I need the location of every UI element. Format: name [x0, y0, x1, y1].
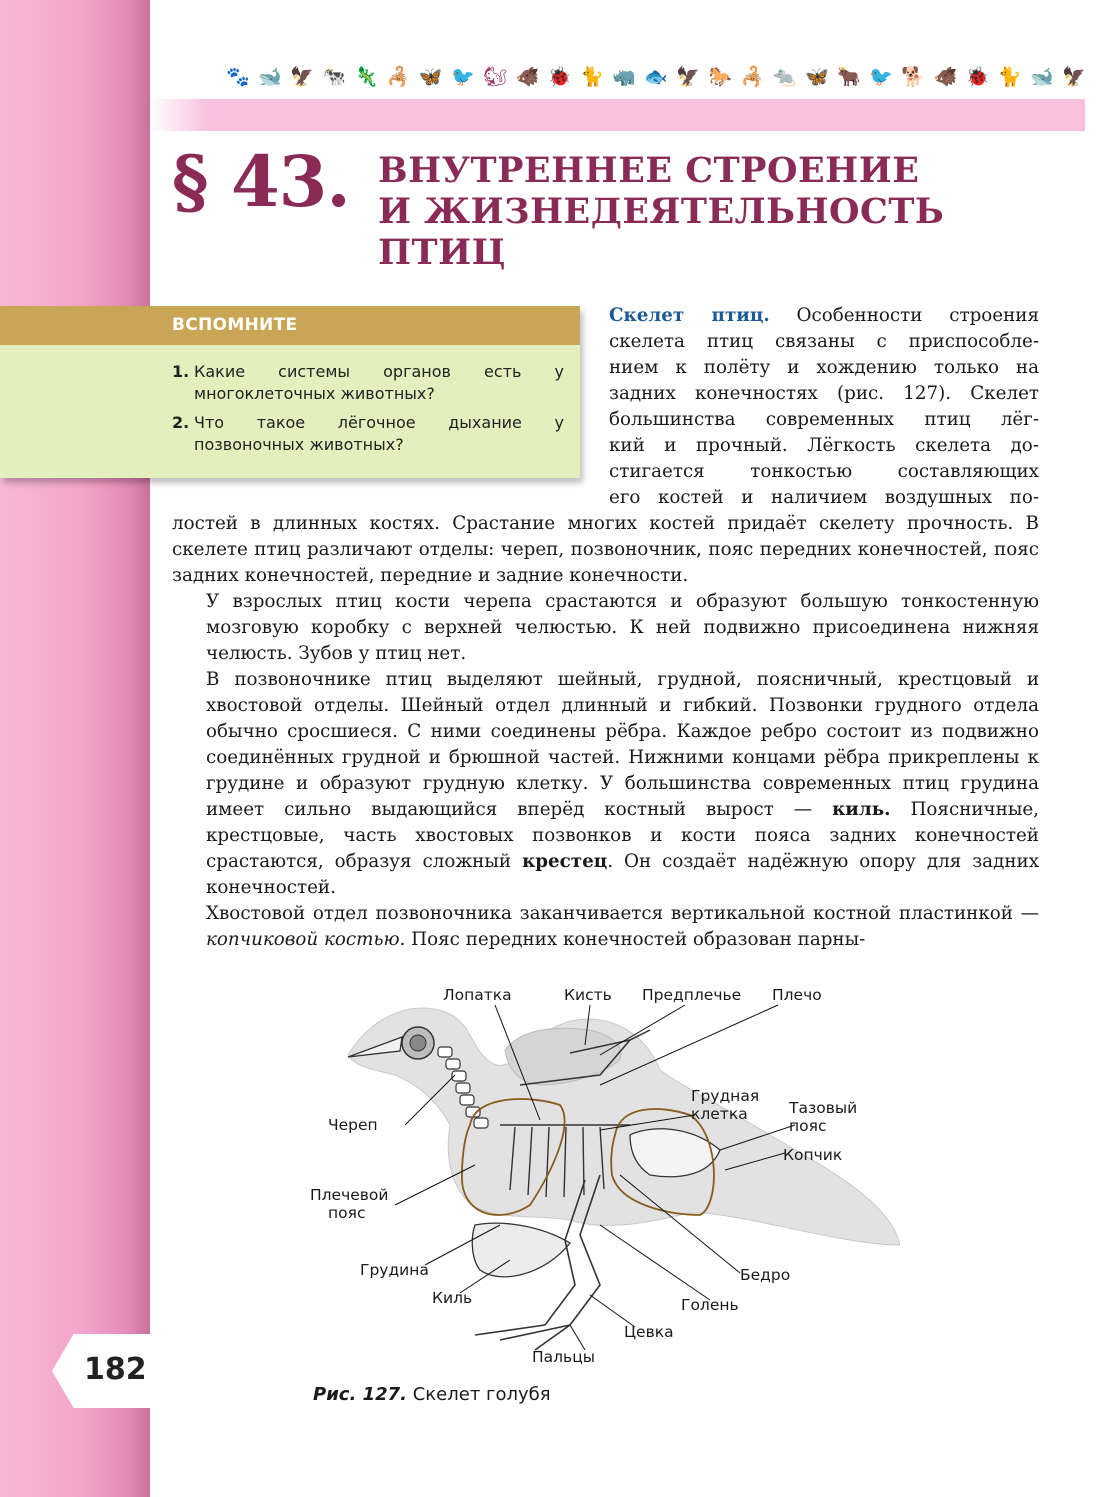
- left-margin-band: [0, 0, 150, 1497]
- text-line: нием к полёту и хождению только на: [609, 357, 1039, 378]
- label-femur: Бедро: [740, 1266, 791, 1284]
- text-span: Пояс передних конечностей образован парны-: [411, 929, 866, 950]
- label-pygostyle: Копчик: [783, 1146, 843, 1164]
- label-shoulder-girdle-2: пояс: [328, 1204, 366, 1222]
- skeleton-heading: Скелет птиц.: [609, 305, 770, 326]
- remember-box: [0, 306, 580, 478]
- remember-heading: ВСПОМНИТЕ: [0, 306, 580, 345]
- title-line: ВНУТРЕННЕЕ СТРОЕНИЕ: [378, 150, 920, 191]
- term-pygostyle: копчиковой костью.: [206, 929, 406, 950]
- label-sternum: Грудина: [360, 1261, 429, 1279]
- section-number: § 43.: [172, 140, 350, 223]
- question-text: Какие системы органов есть у многоклеточных животных?: [194, 362, 564, 403]
- term-sacrum: крестец: [522, 851, 608, 872]
- label-keel: Киль: [432, 1289, 473, 1307]
- question-text: Что такое лёгочное дыхание у позвоночных животных?: [194, 413, 564, 454]
- label-ribcage-1: Грудная: [691, 1087, 760, 1105]
- text-line: задних конечностях (рис. 127). Скелет: [609, 383, 1039, 404]
- paragraph: лостей в длинных костях. Срастание многих костей придаёт скелету прочность. В скелете птиц различают отделы: череп, позвоночник, пояс передних конечностей, пояс задних конечностей, передние и задние конечности.: [172, 513, 1039, 586]
- caption-text: Скелет голубя: [407, 1384, 551, 1405]
- label-scapula: Лопатка: [443, 986, 512, 1004]
- label-humerus: Плечо: [772, 986, 822, 1004]
- label-skull: Череп: [328, 1116, 378, 1134]
- label-tarsometatarsus: Цевка: [624, 1323, 674, 1341]
- animal-silhouettes-border: 🐾 🐋 🦅 🐄 🦎 🦂 🦋 🐦 🐿 🐗 🐞 🐈 🦏 🐟 🦅 🐎 🦂 🐀 🦋 🐂 🐦 🐕 🐗 🐞 🐈 🐋 🦅: [226, 65, 1086, 88]
- figure-caption: [313, 1384, 551, 1405]
- label-shoulder-girdle-1: Плечевой: [310, 1186, 389, 1204]
- label-tibia: Голень: [681, 1296, 739, 1314]
- paragraph: [172, 901, 1039, 953]
- text-line: скелета птиц связаны с приспособле-: [609, 331, 1039, 352]
- header-bar: [150, 99, 1085, 131]
- term-keel: киль.: [832, 799, 891, 820]
- page-number: 182: [84, 1352, 147, 1387]
- text-line-content: Особенности строения: [796, 305, 1040, 326]
- question-number: 2.: [172, 413, 190, 432]
- caption-number: Рис. 127.: [313, 1384, 407, 1405]
- text-line: большинства современных птиц лёг-: [609, 409, 1039, 430]
- pigeon-skeleton-figure: [300, 975, 900, 1375]
- label-hand: Кисть: [564, 986, 612, 1004]
- text-span: . Он создаёт надёжную опору для задних конечностей.: [206, 851, 1040, 898]
- label-ribcage-2: клетка: [691, 1105, 748, 1123]
- eye-socket-icon: [410, 1035, 426, 1051]
- sternum-keel: [472, 1223, 570, 1277]
- label-toes: Пальцы: [532, 1348, 595, 1366]
- body-text: [172, 511, 1039, 953]
- text-span: Поясничные, крестцовые, часть хвостовых позвонков и кости пояса задних конечностей срастаются, образуя сложный: [206, 799, 1040, 872]
- text-line: [609, 303, 1039, 329]
- remember-questions: [0, 345, 580, 478]
- title-line: ПТИЦ: [378, 232, 506, 273]
- question-item: [172, 361, 564, 405]
- section-title: [378, 150, 1018, 273]
- text-span: В позвоночнике птиц выделяют шейный, грудной, поясничный, крестцовый и хвостовой отделы. Шейный отдел длинный и гибкий. Позвонки грудного отдела обычно сросшиеся. С ними соединены рёбра. Каждое ребро состоит из подвижно соединённых грудной и брюшной частей. Нижними концами рёбра прикреплены к грудине и образуют грудную клетку. У большинства современных птиц грудина имеет сильно выдающийся вперёд костный вырост —: [206, 669, 1039, 820]
- paragraph: У взрослых птиц кости черепа срастаются и образуют большую тонкостенную мозговую коробку с верхней челюстью. К ней подвижно присоединена нижняя челюсть. Зубов у птиц нет.: [206, 591, 1039, 664]
- label-pelvis-2: пояс: [789, 1117, 827, 1135]
- paragraph: [172, 667, 1039, 901]
- label-forearm: Предплечье: [642, 986, 742, 1004]
- text-line: кий и прочный. Лёгкость скелета до-: [609, 435, 1039, 456]
- body-text-column: [609, 303, 1039, 511]
- label-pelvis-1: Тазовый: [789, 1099, 858, 1117]
- text-span: Хвостовой отдел позвоночника заканчивается вертикальной костной пластинкой —: [206, 903, 1039, 924]
- title-line: И ЖИЗНЕДЕЯТЕЛЬНОСТЬ: [378, 191, 945, 232]
- question-number: 1.: [172, 362, 190, 381]
- text-line: его костей и наличием воздушных по-: [609, 487, 1039, 508]
- question-item: [172, 412, 564, 456]
- text-line: стигается тонкостью составляющих: [609, 461, 1039, 482]
